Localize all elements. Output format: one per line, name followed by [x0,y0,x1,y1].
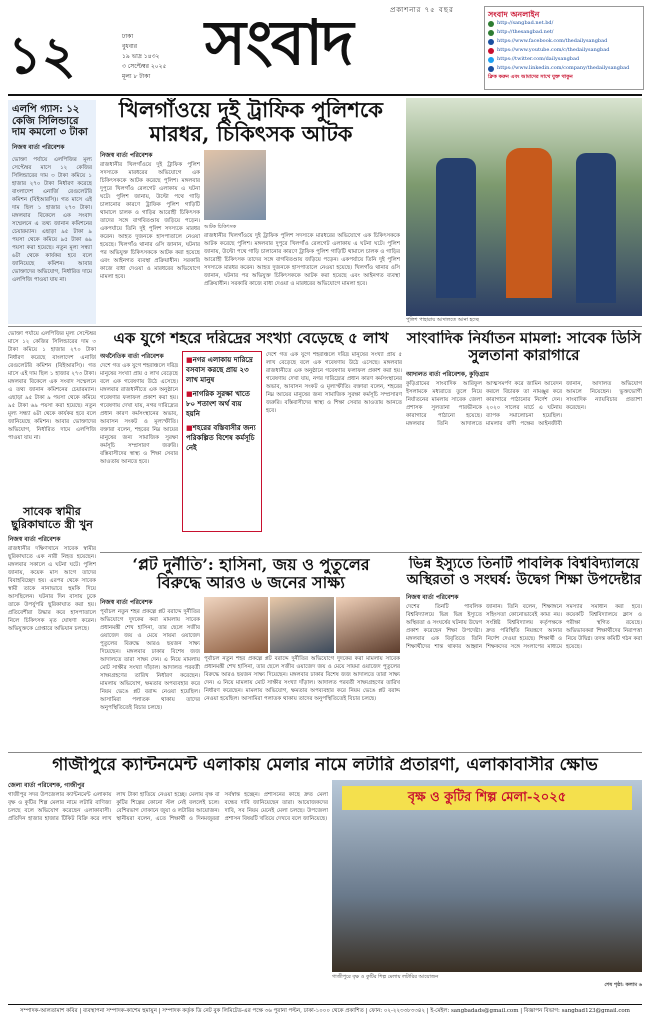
globe-icon [488,30,494,36]
journalist-body: কুড়িগ্রামের সাংবাদিক আরিফুল ইসলামকে মধ্যরাতে তুলে নিয়ে নির্যাতনের মামলায় সাবেক জেলা প্রশাসক সুলতানা পারভীনকে কারাগারে পাঠানো হয়েছে। মঙ্গলবার তিনি আদালতে আত্মসমর্পণ করে জামিন আবেদন করলে বিচারক তা নামঞ্জুর করে কারাগারে পাঠানোর নির্দেশ দেন। ২০২০ সালের মার্চে এ ঘটনায় ব্যাপক সমালোচনা হয়েছিল। মামলার বাদী পক্ষের আইনজীবী জানান, আদালত অভিযোগ আমলে নিয়েছেন। ভুক্তভোগী সাংবাদিক ন্যায়বিচার প্রত্যাশা করেছেন। [406,380,642,427]
police-figure [576,153,616,303]
poverty-story [100,330,402,550]
promo-link-linkedin[interactable]: https://www.linkedin.com/company/thedailysangbad [488,64,640,73]
journalist-story [406,330,642,550]
police-figure [436,158,476,298]
traffic-story [100,98,402,324]
plot-headline-line1[interactable]: ‘প্লট দুর্নীতি’: হাসিনা, জয় ও পুতুলের [132,556,370,574]
dateline-price: মূল্য ৮ টাকা [122,73,151,80]
section-rule [8,326,642,327]
masthead-logo: সংবাদ [205,6,352,79]
page-number: ১২ [8,25,76,86]
plot-story [100,556,402,750]
plot-body: পূর্বাচল নতুন শহর প্রকল্পে প্লট বরাদ্দে দুর্নীতির অভিযোগে দুদকের করা মামলায় সাবেক প্রধানমন্ত্রী শেখ হাসিনা, তার ছেলে সজীব ওয়াজেদ জয় ও মেয়ে সায়মা ওয়াজেদ পুতুলের বিরুদ্ধে আরও ছয়জন সাক্ষ্য দিয়েছেন। মঙ্গলবার ঢাকার বিশেষ জজ আদালতে তারা সাক্ষ্য দেন। এ নিয়ে মামলায় মোট সাক্ষীর সংখ্যা দাঁড়াল। আদালত পরবর্তী সাক্ষ্যগ্রহণের তারিখ নির্ধারণ করেছেন। মামলায় অভিযোগ, ক্ষমতার অপব্যবহার করে নিয়ম ভেঙে প্লট বরাদ্দ নেওয়া হয়েছিল। আসামিরা পলাতক থাকায় তাদের অনুপস্থিতিতেই বিচার চলছে। [100,608,200,711]
promo-link-web2[interactable]: http://thesangbad.net/ [488,28,640,37]
university-headline[interactable]: ভিন্ন ইস্যুতে তিনটি পাবলিক বিশ্ববিদ্যালয়ে অস্থিরতা ও সংঘর্ষ: উদ্বেগ শিক্ষা উপদেষ্টার [406,556,642,589]
traffic-headline-line1[interactable]: খিলগাঁওয়ে দুই ট্রাফিক পুলিশকে [119,98,383,122]
fair-banner: বৃক্ষ ও কুটির শিল্প মেলা-২০২৫ [342,786,632,810]
promo-link-facebook[interactable]: https://www.facebook.com/thedailysangbad [488,37,640,46]
twitter-icon [488,57,494,63]
poverty-byline: অর্থনৈতিক বার্তা পরিবেশক [100,353,164,361]
promo-link-twitter[interactable]: https://twitter.com/dailysangbad [488,55,640,64]
dateline-city: ঢাকা [122,33,134,40]
husband-story-top-body [8,330,96,750]
university-byline: নিজস্ব বার্তা পরিবেশক [406,594,459,602]
promo-link-youtube[interactable]: https://www.youtube.com/c/thedailysangbad [488,46,640,55]
gazipur-headline[interactable]: গাজীপুরে ক্যান্টনমেন্ট এলাকায় মেলার নামে লটারি প্রতারণা, এলাকাবাসীর ক্ষোভ [52,756,598,775]
fair-photo-caption: গাজীপুরে বৃক্ষ ও কুটির শিল্প মেলায় লটারির আয়োজন [332,973,439,980]
dateline-english-date: ৩ সেপ্টেম্বর ২০২৫ [122,63,167,70]
poverty-highlight-item: ■ নগর এলাকায় দারিদ্রে বসবাস করছে প্রায় ২৩ লাখ মানুষ [186,355,258,385]
masthead-tagline: প্রকাশনার ৭৫ বছর [390,6,454,14]
section-rule [100,552,642,553]
poverty-highlights [186,355,258,453]
continued-note: শেষ পৃষ্ঠা: কলাম ৬ [604,981,642,988]
university-story [406,556,642,750]
promo-link-web[interactable]: http://sangbad.net.bd/ [488,19,640,28]
traffic-body: রাজধানীর খিলগাঁওয়ে দুই ট্রাফিক পুলিশ সদস্যকে মারধরের অভিযোগে এক চিকিৎসককে আটক করেছে পুলিশ। মঙ্গলবার দুপুরে খিলগাঁও রেলগেট এলাকায় এ ঘটনা ঘটে। পুলিশ জানায়, উল্টো পথে গাড়ি চালানোর কারণে ট্রাফিক পুলিশ গাড়িটি থামালে চালক ও গাড়ির আরোহী চিকিৎসক তাদের সঙ্গে বাগবিতণ্ডায় জড়িয়ে পড়েন। একপর্যায়ে তিনি দুই পুলিশ সদস্যকে মারধর করেন। আহত দুজনকে হাসপাতালে নেওয়া হয়েছে। খিলগাঁও থানার ওসি জানান, ঘটনার পর অভিযুক্ত চিকিৎসককে আটক করা হয়েছে এবং আইনগত ব্যবস্থা প্রক্রিয়াধীন। সরকারি কাজে বাধা দেওয়া ও মারধরের অভিযোগে মামলা হবে। [100,162,200,281]
facebook-icon [488,39,494,45]
plot-headline-line2[interactable]: বিরুদ্ধে আরও ৬ জনের সাক্ষ্য [157,573,345,593]
poverty-headline[interactable]: এক যুগে শহরে দরিদ্রের সংখ্যা বেড়েছে ৫ লাখ [113,330,389,347]
footer-rule [8,1004,642,1005]
traffic-byline: নিজস্ব বার্তা পরিবেশক [100,152,153,160]
dateline-bangla-date: ১৯ ভাদ্র ১৪৩২ [122,53,160,60]
husband-byline: নিজস্ব বার্তা পরিবেশক [8,536,61,544]
lpg-headline[interactable]: এলপি গ্যাস: ১২ কেজি সিলিন্ডারে দাম কমলো ৩ টাকা [12,104,88,138]
journalist-headline[interactable]: সাংবাদিক নির্যাতন মামলা: সাবেক ডিসি সুলতানা কারাগারে [406,330,642,365]
plot-body-continued: পূর্বাচল নতুন শহর প্রকল্পে প্লট বরাদ্দে দুর্নীতির অভিযোগে দুদকের করা মামলায় সাবেক প্রধানমন্ত্রী শেখ হাসিনা, তার ছেলে সজীব ওয়াজেদ জয় ও মেয়ে সায়মা ওয়াজেদ পুতুলের বিরুদ্ধে আরও ছয়জন সাক্ষ্য দিয়েছেন। মঙ্গলবার ঢাকার বিশেষ জজ আদালতে তারা সাক্ষ্য দেন। এ নিয়ে মামলায় মোট সাক্ষীর সংখ্যা দাঁড়াল। আদালত পরবর্তী সাক্ষ্যগ্রহণের তারিখ নির্ধারণ করেছেন। মামলায় অভিযোগ, ক্ষমতার অপব্যবহার করে নিয়ম ভেঙে প্লট বরাদ্দ নেওয়া হয়েছিল। আসামিরা পলাতক থাকায় তাদের অনুপস্থিতিতেই বিচার চলছে। [204,655,400,702]
lpg-continued-body: ভোক্তা পর্যায়ে এলপিজির মূল্য সেপ্টেম্বর মাসে ১২ কেজির সিলিন্ডারের দাম ৩ টাকা কমিয়ে ১ হাজার ২৭০ টাকা নির্ধারণ করেছে বাংলাদেশ এনার্জি রেগুলেটরি কমিশন (বিইআরসি)। গত মাসে এই দাম ছিল ১ হাজার ২৭৩ টাকা। মঙ্গলবার বিকেলে এক সংবাদ সম্মেলনে এ তথ্য জানান কমিশনের চেয়ারম্যান। এছাড়া ৯৫ টাকা ৯ পয়সা থেকে কমিয়ে ৯৫ টাকা ৬৯ পয়সা করা হয়েছে। নতুন মূল্য সন্ধ্যা ৬টা থেকে কার্যকর হবে বলে জানিয়েছে কমিশন। আবার ভোক্তাদের অভিযোগ, নির্ধারিত দামে এলপিজি পাওয়া যায় না। [8,331,96,441]
husband-headline[interactable]: সাবেক স্বামীর ছুরিকাঘাতে স্ত্রী খুন [11,505,93,531]
poverty-body: দেশে গত এক যুগে শহরাঞ্চলে দরিদ্র মানুষের সংখ্যা প্রায় ৫ লাখ বেড়েছে বলে এক গবেষণায় উঠে এসেছে। মঙ্গলবার রাজধানীতে এক অনুষ্ঠানে গবেষণার ফলাফল প্রকাশ করা হয়। গবেষণায় দেখা যায়, নগর দারিদ্র্যের প্রধান কারণ কর্মসংস্থানের অভাব, আবাসন সংকট ও মূল্যস্ফীতি। বক্তারা বলেন, শহরের নিম্ন আয়ের মানুষের জন্য সামাজিক সুরক্ষা কর্মসূচি সম্প্রসারণ জরুরি। বস্তিবাসীদের স্বাস্থ্য ও শিক্ষা সেবার আওতায় আনতে হবে। [100,363,178,466]
plot-byline: নিজস্ব বার্তা পরিবেশক [100,598,153,606]
promo-brand: সংবাদ অনলাইন [488,9,540,19]
lpg-byline: নিজস্ব বার্তা পরিবেশক [12,143,65,151]
putul-photo [336,597,400,653]
doctor-photo [204,150,266,220]
lpg-body: ভোক্তা পর্যায়ে এলপিজির মূল্য সেপ্টেম্বর মাসে ১২ কেজির সিলিন্ডারের দাম ৩ টাকা কমিয়ে ১ হাজার ২৭০ টাকা নির্ধারণ করেছে বাংলাদেশ এনার্জি রেগুলেটরি কমিশন (বিইআরসি)। গত মাসে এই দাম ছিল ১ হাজার ২৭৩ টাকা। মঙ্গলবার বিকেলে এক সংবাদ সম্মেলনে এ তথ্য জানান কমিশনের চেয়ারম্যান। এছাড়া ৯৫ টাকা ৯ পয়সা থেকে কমিয়ে ৯৫ টাকা ৬৯ পয়সা করা হয়েছে। নতুন মূল্য সন্ধ্যা ৬টা থেকে কার্যকর হবে বলে জানিয়েছে কমিশন। আবার ভোক্তাদের অভিযোগ, নির্ধারিত দামে এলপিজি পাওয়া যায় না। [12,156,92,283]
gazipur-body: গাজীপুর সদর উপজেলার ক্যান্টনমেন্ট এলাকায় বৃক্ষ ও কুটির শিল্প মেলার নামে লটারি বাণিজ্য চলছে বলে অভিযোগ করেছেন এলাকাবাসী। প্রতিদিন হাজার হাজার টিকিট বিক্রি করে লাখ লাখ টাকা হাতিয়ে নেওয়া হচ্ছে। মেলায় বৃক্ষ বা কুটির শিল্পের কোনো স্টল নেই বললেই চলে। বেশিরভাগ দোকানে জুয়া ও লটারির আয়োজন। স্থানীয়রা বলেন, এতে শিক্ষার্থী ও দিনমজুররা সর্বস্বান্ত হচ্ছেন। প্রশাসনের কাছে দ্রুত মেলা বন্ধের দাবি জানিয়েছেন তারা। আয়োজকদের দাবি, সব নিয়ম মেনেই মেলা চলছে। উপজেলা প্রশাসন বিষয়টি খতিয়ে দেখবে বলে জানিয়েছে। [8,791,328,822]
doctor-photo-caption: আটক চিকিৎসক [204,224,237,231]
university-body: দেশের তিনটি পাবলিক বিশ্ববিদ্যালয়ে ভিন্ন ভিন্ন ইস্যুতে অস্থিরতা ও সংঘর্ষের ঘটনায় উদ্বেগ প্রকাশ করেছেন শিক্ষা উপদেষ্টা। মঙ্গলবার এক বিবৃতিতে তিনি শিক্ষার্থীদের শান্ত থাকার আহ্বান জানান। তিনি বলেন, শিক্ষাঙ্গনে সহিংসতা কোনোভাবেই কাম্য নয়। সংশ্লিষ্ট বিশ্ববিদ্যালয় কর্তৃপক্ষকে দ্রুত পরিস্থিতি নিয়ন্ত্রণে আনার নির্দেশ দেওয়া হয়েছে। শিক্ষার্থী ও শিক্ষকদের সঙ্গে সংলাপের মাধ্যমে সমস্যার সমাধান করা হবে। কয়েকটি বিশ্ববিদ্যালয়ে ক্লাস ও পরীক্ষা স্থগিত রয়েছে। অভিভাবকরা শিক্ষার্থীদের নিরাপত্তা নিয়ে উদ্বিগ্ন। তদন্ত কমিটি গঠন করা হয়েছে। [406,604,642,651]
dateline [122,32,192,82]
gazipur-story [8,756,642,1004]
joy-photo [270,597,334,653]
poverty-highlight-item: ■ নাগরিক সুরক্ষা খাতে ৮০ শতাংশ অর্থ ব্যয় হয়নি [186,389,258,419]
poverty-body-continued: দেশে গত এক যুগে শহরাঞ্চলে দরিদ্র মানুষের সংখ্যা প্রায় ৫ লাখ বেড়েছে বলে এক গবেষণায় উঠে এসেছে। মঙ্গলবার রাজধানীতে এক অনুষ্ঠানে গবেষণার ফলাফল প্রকাশ করা হয়। গবেষণায় দেখা যায়, নগর দারিদ্র্যের প্রধান কারণ কর্মসংস্থানের অভাব, আবাসন সংকট ও মূল্যস্ফীতি। বক্তারা বলেন, শহরের নিম্ন আয়ের মানুষের জন্য সামাজিক সুরক্ষা কর্মসূচি সম্প্রসারণ জরুরি। বস্তিবাসীদের স্বাস্থ্য ও শিক্ষা সেবার আওতায় আনতে হবে। [266,352,402,415]
globe-icon [488,21,494,27]
police-photo-caption: পুলিশ পাহারায় আদালতে আনা হচ্ছে [406,317,479,323]
hasina-photo [204,597,268,653]
promo-cta: ক্লিক করুন এবং আমাদের সাথে যুক্ত থাকুন [488,74,573,80]
journalist-byline: আদালত বার্তা পরিবেশক, কুড়িগ্রাম [406,370,489,378]
gazipur-byline: জেলা বার্তা পরিবেশক, গাজীপুর [8,781,85,789]
police-court-photo [406,98,642,316]
masthead-rule [8,94,642,96]
traffic-body-continued: রাজধানীর খিলগাঁওয়ে দুই ট্রাফিক পুলিশ সদস্যকে মারধরের অভিযোগে এক চিকিৎসককে আটক করেছে পুলিশ। মঙ্গলবার দুপুরে খিলগাঁও রেলগেট এলাকায় এ ঘটনা ঘটে। পুলিশ জানায়, উল্টো পথে গাড়ি চালানোর কারণে ট্রাফিক পুলিশ গাড়িটি থামালে চালক ও গাড়ির আরোহী চিকিৎসক তাদের সঙ্গে বাগবিতণ্ডায় জড়িয়ে পড়েন। একপর্যায়ে তিনি দুই পুলিশ সদস্যকে মারধর করেন। আহত দুজনকে হাসপাতালে নেওয়া হয়েছে। খিলগাঁও থানার ওসি জানান, ঘটনার পর অভিযুক্ত চিকিৎসককে আটক করা হয়েছে এবং আইনগত ব্যবস্থা প্রক্রিয়াধীন। সরকারি কাজে বাধা দেওয়া ও মারধরের অভিযোগে মামলা হবে। [204,233,400,288]
woman-figure [506,148,552,298]
dateline-day: বুধবার [122,43,138,50]
traffic-headline-line2[interactable]: মারধর, চিকিৎসক আটক [149,121,353,147]
online-promo-box [484,6,644,90]
youtube-icon [488,48,494,54]
footer-imprint: সম্পাদক-আলতামাশ কবির | ব্যবস্থাপনা সম্পাদক-কাশেম হুমায়ুন | সম্পাদক কর্তৃক ডি নেট বুক লিমিটেড-এর পক্ষে ৩৬ পুরানা পল্টন, ঢাকা-১০০০ থেকে প্রকাশিত | ফোন: ০২-২২৩৩৮৩৩৪২ | ই-মেইল: sangbadads@gmail.com | বিজ্ঞাপন বিভাগ: sangbad123@gmail.com [20,1008,630,1014]
husband-body: রাজধানীর দক্ষিণখানে সাবেক স্বামীর ছুরিকাঘাতে এক নারী নিহত হয়েছেন। মঙ্গলবার সকালে এ ঘটনা ঘটে। পুলিশ জানায়, কয়েক মাস আগে তাদের বিবাহবিচ্ছেদ হয়। এরপর থেকে সাবেক স্বামী তাকে নানাভাবে হুমকি দিয়ে আসছিলেন। ঘটনার দিন বাসায় ঢুকে তাকে উপর্যুপরি ছুরিকাঘাত করা হয়। প্রতিবেশীরা উদ্ধার করে হাসপাতালে নিলে চিকিৎসক মৃত ঘোষণা করেন। অভিযুক্তকে গ্রেপ্তারে অভিযান চলছে। [8,546,96,633]
poverty-highlight-item: ■ শহরের বস্তিবাসীর জন্য পরিকল্পিত বিশেষ কর্মসূচি নেই [186,423,258,453]
linkedin-icon [488,66,494,72]
section-rule [8,752,642,753]
fair-photo [332,780,642,972]
lpg-story [8,100,96,324]
